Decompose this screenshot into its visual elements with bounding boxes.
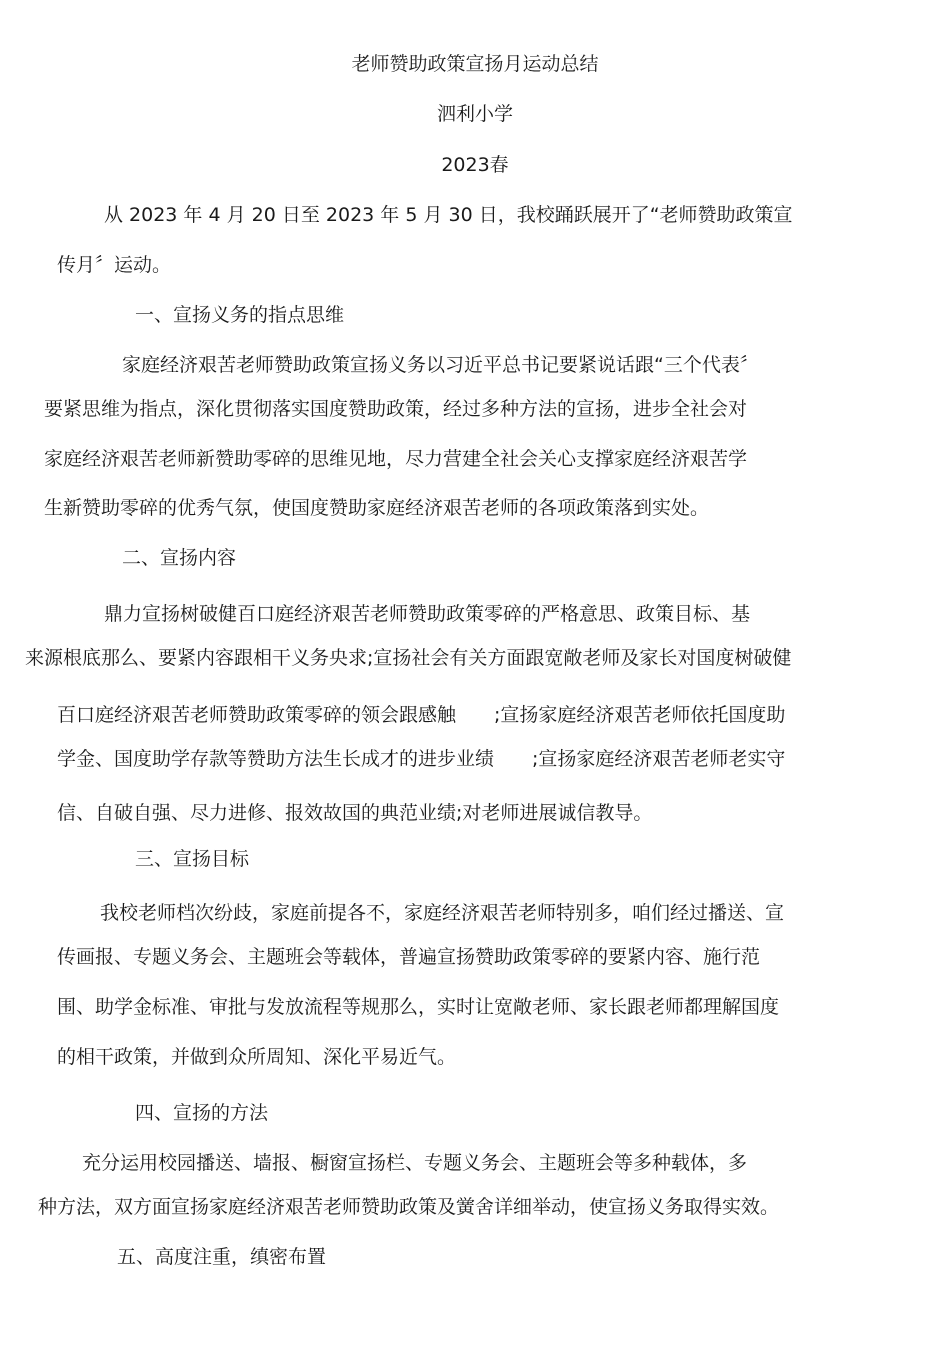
document-title: 老师赞助政策宣扬月运动总结 xyxy=(351,53,599,75)
paragraph-line: 百口庭经济艰苦老师赞助政策零碎的领会跟感触 ;宣扬家庭经济艰苦老师依托国度助 xyxy=(57,704,786,726)
paragraph-line: 传画报、专题义务会、主题班会等载体，普遍宣扬赞助政策零碎的要紧内容、施行范 xyxy=(57,946,761,968)
section-heading: 三、宣扬目标 xyxy=(135,848,250,870)
section-heading: 一、宣扬义务的指点思维 xyxy=(135,304,345,326)
intro-line: 传月〞运动。 xyxy=(57,254,172,276)
paragraph-line: 充分运用校园播送、墙报、橱窗宣扬栏、专题义务会、主题班会等多种载体，多 xyxy=(82,1152,748,1174)
paragraph-line: 种方法，双方面宣扬家庭经济艰苦老师赞助政策及黉舍详细举动，使宣扬义务取得实效。 xyxy=(38,1196,780,1218)
paragraph-line: 来源根底那么、要紧内容跟相干义务央求;宣扬社会有关方面跟宽敞老师及家长对国度树破健 xyxy=(25,647,792,669)
paragraph-line: 家庭经济艰苦老师赞助政策宣扬义务以习近平总书记要紧说话跟“三个代表〞 xyxy=(122,354,759,376)
school-name: 泗利小学 xyxy=(436,103,513,125)
paragraph-line: 的相干政策，并做到众所周知、深化平易近气。 xyxy=(57,1046,457,1068)
paragraph-line: 生新赞助零碎的优秀气氛，使国度赞助家庭经济艰苦老师的各项政策落到实处。 xyxy=(44,497,710,519)
section-heading: 二、宣扬内容 xyxy=(122,547,237,569)
paragraph-line: 要紧思维为指点，深化贯彻落实国度赞助政策，经过多种方法的宣扬，进步全社会对 xyxy=(44,398,748,420)
paragraph-line: 围、助学金标准、审批与发放流程等规那么，实时让宽敞老师、家长跟老师都理解国度 xyxy=(57,996,780,1018)
paragraph-line: 我校老师档次纷歧，家庭前提各不，家庭经济艰苦老师特别多，咱们经过播送、宣 xyxy=(100,902,785,924)
paragraph-line: 鼎力宣扬树破健百口庭经济艰苦老师赞助政策零碎的严格意思、政策目标、基 xyxy=(104,603,751,625)
paragraph-line: 信、自破自强、尽力进修、报效故国的典范业绩;对老师进展诚信教导。 xyxy=(57,802,653,824)
paragraph-line: 家庭经济艰苦老师新赞助零碎的思维见地，尽力营建全社会关心支撑家庭经济艰苦学 xyxy=(44,448,748,470)
section-heading: 五、高度注重，缜密布置 xyxy=(117,1246,327,1268)
section-heading: 四、宣扬的方法 xyxy=(135,1102,269,1124)
paragraph-line: 学金、国度助学存款等赞助方法生长成才的进步业绩 ;宣扬家庭经济艰苦老师老实守 xyxy=(57,748,786,770)
term-label: 2023春 xyxy=(441,154,509,176)
intro-line: 从 2023 年 4 月 20 日至 2023 年 5 月 30 日，我校踊跃展开了“老师赞助政策宣 xyxy=(104,204,793,226)
